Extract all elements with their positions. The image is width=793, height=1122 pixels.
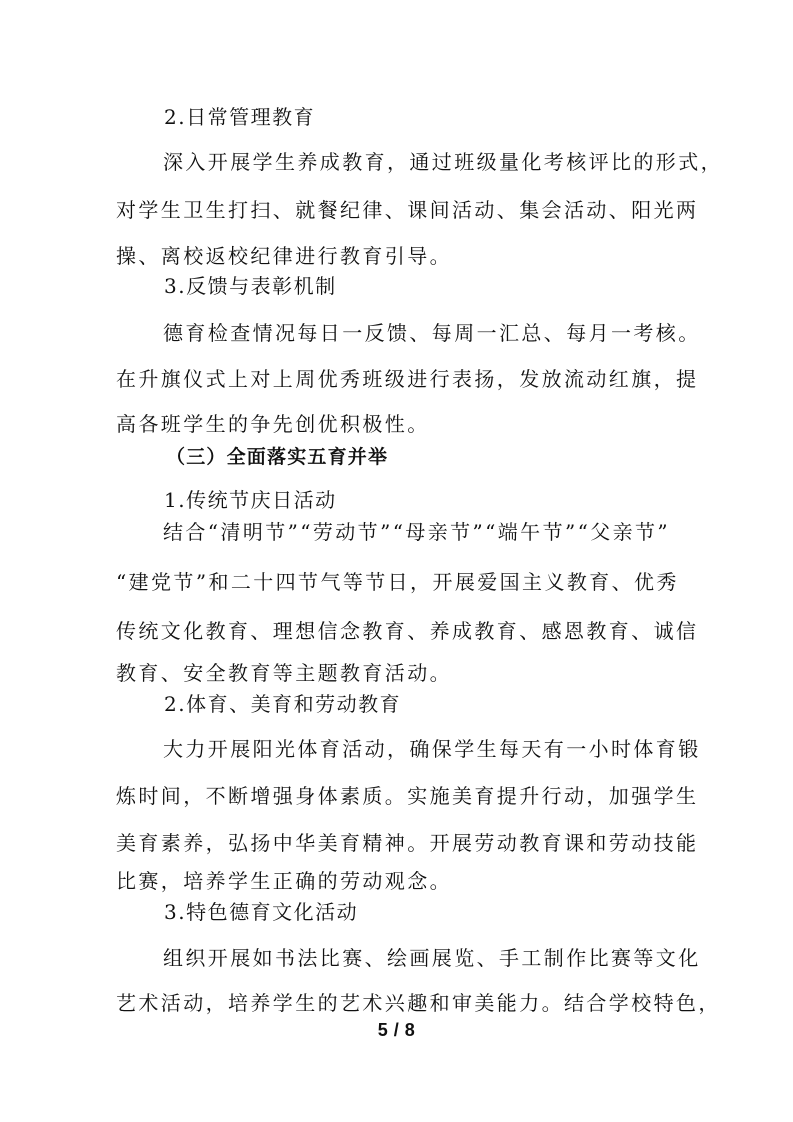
paragraph-line: 结合“清明节”“劳动节”“母亲节”“端午节”“父亲节”	[163, 520, 671, 544]
subheading-culture-activities: 3.特色德育文化活动	[164, 900, 359, 924]
subheading-festival: 1.传统节庆日活动	[164, 488, 337, 512]
paragraph-line: 传统文化教育、理想信念教育、养成教育、感恩教育、诚信	[116, 619, 699, 643]
paragraph-line: “建党节”和二十四节气等节日，开展爱国主义教育、优秀	[116, 570, 679, 594]
paragraph-line: 高各班学生的争先创优积极性。	[116, 412, 430, 436]
paragraph-line: 炼时间，不断增强身体素质。实施美育提升行动，加强学生	[116, 784, 699, 808]
subheading-daily-management: 2.日常管理教育	[164, 105, 316, 129]
paragraph-line: 美育素养，弘扬中华美育精神。开展劳动教育课和劳动技能	[116, 831, 699, 855]
paragraph-line: 组织开展如书法比赛、绘画展览、手工制作比赛等文化	[163, 946, 701, 970]
paragraph-line: 对学生卫生打扫、就餐纪律、课间活动、集会活动、阳光两	[116, 198, 699, 222]
paragraph-line: 德育检查情况每日一反馈、每周一汇总、每月一考核。	[163, 321, 701, 345]
paragraph-line: 在升旗仪式上对上周优秀班级进行表扬，发放流动红旗，提	[116, 367, 699, 391]
page-number: 5 / 8	[377, 1020, 416, 1040]
paragraph-line: 艺术活动，培养学生的艺术兴趣和审美能力。结合学校特色，	[116, 991, 721, 1015]
paragraph-line: 操、离校返校纪律进行教育引导。	[116, 244, 452, 268]
paragraph-line: 比赛，培养学生正确的劳动观念。	[116, 869, 452, 893]
paragraph-line: 教育、安全教育等主题教育活动。	[116, 661, 452, 685]
subheading-feedback: 3.反馈与表彰机制	[164, 274, 337, 298]
paragraph-line: 深入开展学生养成教育，通过班级量化考核评比的形式，	[163, 150, 723, 174]
paragraph-line: 大力开展阳光体育活动，确保学生每天有一小时体育锻	[163, 737, 701, 761]
section-heading: （三）全面落实五育并举	[166, 446, 389, 468]
subheading-sports-arts-labor: 2.体育、美育和劳动教育	[164, 692, 402, 716]
